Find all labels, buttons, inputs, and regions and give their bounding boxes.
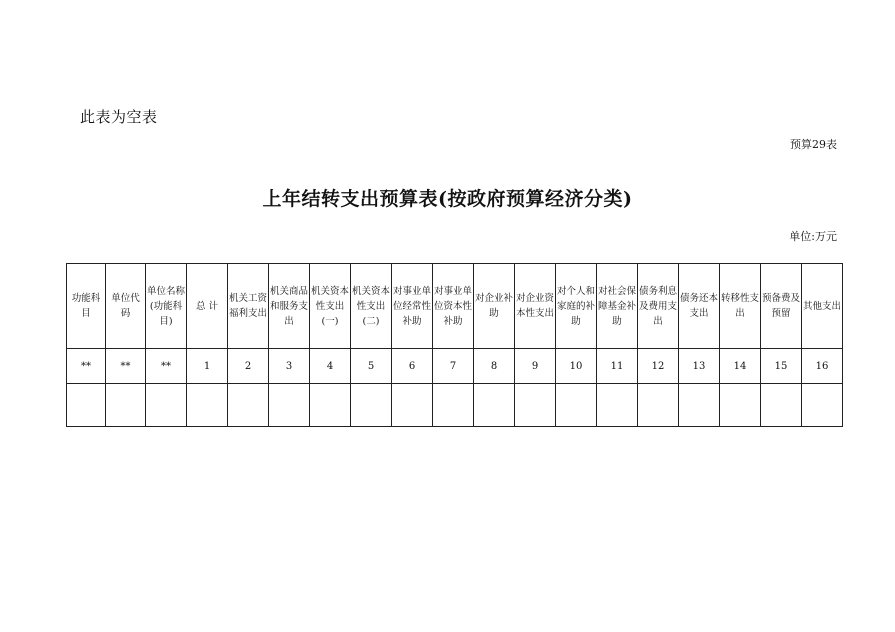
column-header: 转移性支出 <box>720 264 761 349</box>
table-cell <box>351 384 392 427</box>
table-cell <box>392 384 433 427</box>
column-header: 机关资本性支出(二) <box>351 264 392 349</box>
column-number-row <box>67 349 843 384</box>
column-header: 单位名称(功能科目) <box>146 264 187 349</box>
column-number: 16 <box>802 349 843 384</box>
table-cell <box>802 384 843 427</box>
column-number: 15 <box>761 349 802 384</box>
column-header: 对事业单位资本性补助 <box>433 264 474 349</box>
table-header-row <box>67 264 843 349</box>
column-header: 对事业单位经常性补助 <box>392 264 433 349</box>
column-header: 对企业补助 <box>474 264 515 349</box>
table-cell <box>187 384 228 427</box>
column-number: 9 <box>515 349 556 384</box>
column-number: 5 <box>351 349 392 384</box>
column-number: 10 <box>556 349 597 384</box>
column-header: 机关工资福利支出 <box>228 264 269 349</box>
column-header: 其他支出 <box>802 264 843 349</box>
table-cell <box>269 384 310 427</box>
column-header: 总 计 <box>187 264 228 349</box>
table-cell <box>106 384 146 427</box>
table-cell <box>638 384 679 427</box>
column-header: 对个人和家庭的补助 <box>556 264 597 349</box>
table-cell <box>228 384 269 427</box>
column-number: 1 <box>187 349 228 384</box>
page-title: 上年结转支出预算表(按政府预算经济分类) <box>262 188 633 210</box>
column-number: ** <box>146 349 187 384</box>
column-number: 14 <box>720 349 761 384</box>
column-number: 4 <box>310 349 351 384</box>
table-cell <box>597 384 638 427</box>
column-header: 单位代码 <box>106 264 146 349</box>
table-cell <box>720 384 761 427</box>
table-cell <box>556 384 597 427</box>
unit-label: 单位:万元 <box>789 230 837 243</box>
table-cell <box>146 384 187 427</box>
column-header: 对企业资本性支出 <box>515 264 556 349</box>
table-row <box>67 384 843 427</box>
column-number: 8 <box>474 349 515 384</box>
column-number: 11 <box>597 349 638 384</box>
column-header: 对社会保障基金补助 <box>597 264 638 349</box>
column-number: 7 <box>433 349 474 384</box>
column-header: 机关商品和服务支出 <box>269 264 310 349</box>
column-header: 预备费及预留 <box>761 264 802 349</box>
column-header: 功能科目 <box>67 264 106 349</box>
empty-table-note: 此表为空表 <box>80 108 158 126</box>
budget-table <box>66 263 843 427</box>
table-cell <box>515 384 556 427</box>
table-cell <box>761 384 802 427</box>
column-number: 6 <box>392 349 433 384</box>
table-cell <box>433 384 474 427</box>
column-number: 13 <box>679 349 720 384</box>
table-cell <box>67 384 106 427</box>
column-number: 2 <box>228 349 269 384</box>
column-number: ** <box>67 349 106 384</box>
table-cell <box>310 384 351 427</box>
table-cell <box>474 384 515 427</box>
column-header: 债务还本支出 <box>679 264 720 349</box>
column-number: ** <box>106 349 146 384</box>
form-number: 预算29表 <box>790 138 837 151</box>
table-cell <box>679 384 720 427</box>
column-header: 机关资本性支出(一) <box>310 264 351 349</box>
column-number: 3 <box>269 349 310 384</box>
column-number: 12 <box>638 349 679 384</box>
column-header: 债务利息及费用支出 <box>638 264 679 349</box>
